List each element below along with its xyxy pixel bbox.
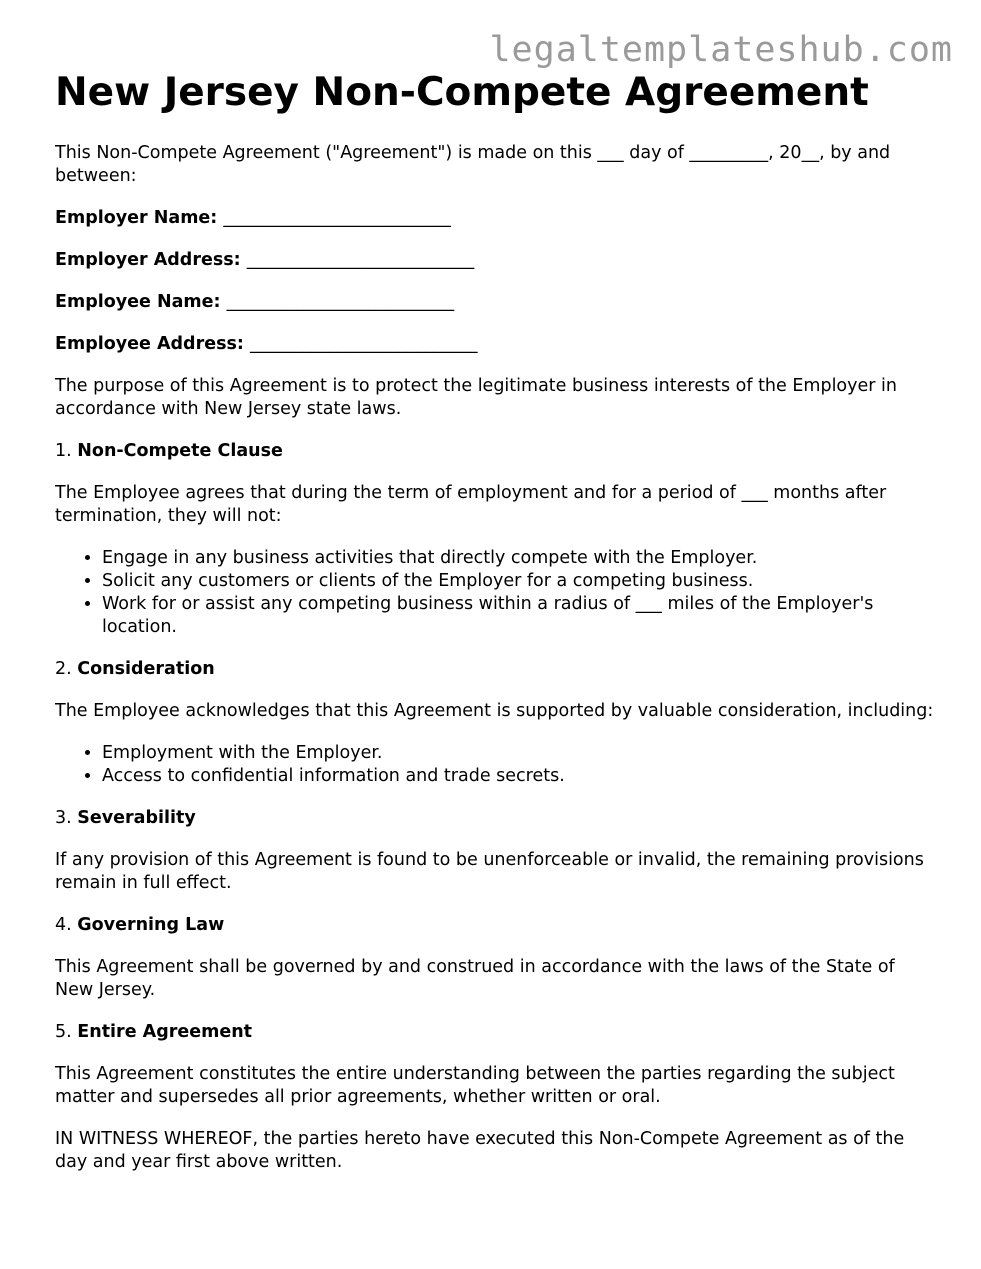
bullet-list: [55, 547, 935, 639]
watermark: legaltemplateshub.com: [489, 30, 953, 70]
list-item: • Employment with the Employer.: [102, 742, 935, 765]
section-heading-non-compete: [55, 440, 935, 463]
section-title: Non-Compete Clause: [77, 441, 283, 461]
section-body: If any provision of this Agreement is found to be unenforceable or invalid, the remaining provisions remain in full effect.: [55, 850, 924, 893]
employer-name-field: [55, 207, 935, 230]
section-title: Governing Law: [77, 915, 225, 935]
employee-address-field: [55, 333, 935, 356]
bullet-list: [55, 742, 935, 788]
section-title: Entire Agreement: [77, 1022, 253, 1042]
field-label: Employer Address:: [55, 250, 241, 270]
intro-paragraph: This Non-Compete Agreement ("Agreement") is made on this ___ day of _________, 20__, by and between:: [55, 143, 891, 186]
section-heading-severability: [55, 807, 935, 830]
list-item: • Solicit any customers or clients of the Employer for a competing business.: [102, 570, 935, 593]
section-body: The Employee acknowledges that this Agreement is supported by valuable consideration, including:: [55, 701, 934, 721]
document-page: [55, 68, 935, 1174]
employee-name-field: [55, 291, 935, 314]
list-item: • Work for or assist any competing business within a radius of ___ miles of the Employer's location.: [102, 593, 935, 639]
field-label: Employer Name:: [55, 208, 218, 228]
section-title: Consideration: [77, 659, 215, 679]
list-item: • Access to confidential information and trade secrets.: [102, 765, 935, 788]
witness-paragraph: IN WITNESS WHEREOF, the parties hereto have executed this Non-Compete Agreement as of the day and year first above written.: [55, 1129, 905, 1172]
document-title: New Jersey Non-Compete Agreement: [55, 70, 869, 115]
list-item: • Engage in any business activities that directly compete with the Employer.: [102, 547, 935, 570]
field-blank: __________________________: [223, 208, 451, 228]
section-number: 4.: [55, 915, 72, 935]
section-number: 5.: [55, 1022, 72, 1042]
field-blank: __________________________: [250, 334, 478, 354]
employer-address-field: [55, 249, 935, 272]
field-label: Employee Name:: [55, 292, 221, 312]
section-body: This Agreement constitutes the entire understanding between the parties regarding the subject matter and supersedes all prior agreements, whether written or oral.: [55, 1064, 895, 1107]
section-title: Severability: [77, 808, 196, 828]
section-body: This Agreement shall be governed by and construed in accordance with the laws of the State of New Jersey.: [55, 957, 895, 1000]
section-number: 3.: [55, 808, 72, 828]
section-number: 2.: [55, 659, 72, 679]
section-heading-entire-agreement: [55, 1021, 935, 1044]
purpose-paragraph: The purpose of this Agreement is to protect the legitimate business interests of the Employer in accordance with New Jersey state laws.: [55, 376, 897, 419]
field-label: Employee Address:: [55, 334, 244, 354]
field-blank: __________________________: [246, 250, 475, 270]
section-heading-consideration: [55, 658, 935, 681]
section-heading-governing-law: [55, 914, 935, 937]
field-blank: __________________________: [226, 292, 455, 312]
section-number: 1.: [55, 441, 72, 461]
section-body: The Employee agrees that during the term of employment and for a period of ___ months after termination, they will not:: [55, 483, 887, 526]
